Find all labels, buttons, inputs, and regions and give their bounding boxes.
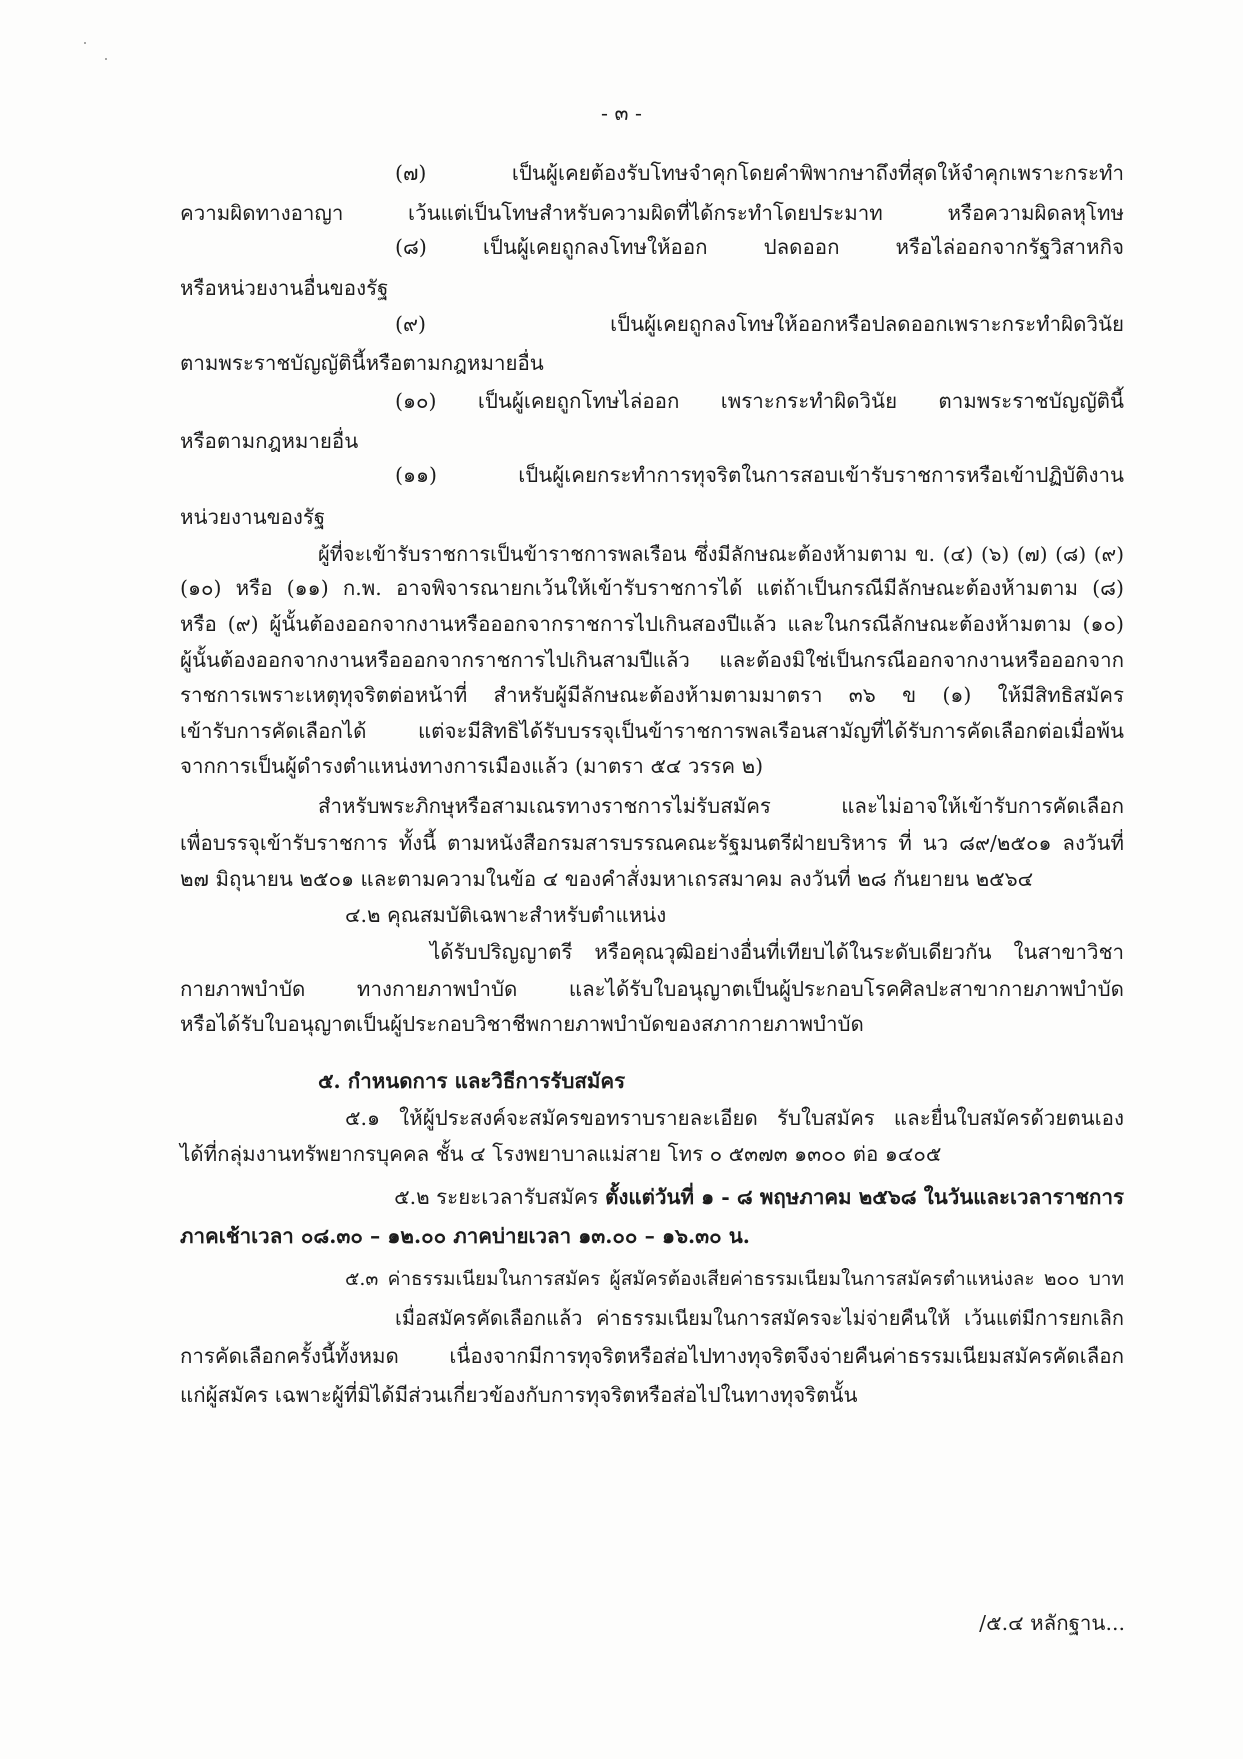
paragraph-line: (๑๐) หรือ (๑๑) ก.พ. อาจพิจารณายกเว้นให้เข้ารับราชการได้ แต่ถ้าเป็นกรณีมีลักษณะต้องห้ามตาม (๘) bbox=[180, 576, 1124, 600]
paragraph-line: หรือได้รับใบอนุญาตเป็นผู้ประกอบวิชาชีพกายภาพบำบัดของสภากายภาพบำบัด bbox=[180, 1012, 864, 1036]
paragraph-line: แก่ผู้สมัคร เฉพาะผู้ที่มิได้มีส่วนเกี่ยวข้องกับการทุจริตหรือส่อไปในทางทุจริตนั้น bbox=[180, 1383, 858, 1407]
paragraph-line: (๑๑) เป็นผู้เคยกระทำการทุจริตในการสอบเข้ารับราชการหรือเข้าปฏิบัติงาน bbox=[395, 463, 1124, 487]
paragraph-line: การคัดเลือกครั้งนี้ทั้งหมด เนื่องจากมีการทุจริตหรือส่อไปทางทุจริตจึงจ่ายคืนค่าธรรมเนียมสมัครคัดเลือก bbox=[180, 1344, 1124, 1368]
paragraph-line: เข้ารับการคัดเลือกได้ แต่จะมีสิทธิได้รับบรรจุเป็นข้าราชการพลเรือนสามัญที่ได้รับการคัดเลือกต่อเมื่อพ้น bbox=[180, 719, 1124, 743]
paragraph-line: หรือ (๙) ผู้นั้นต้องออกจากงานหรือออกจากราชการไปเกินสองปีแล้ว และในกรณีลักษณะต้องห้ามตาม (๑๐) bbox=[180, 612, 1124, 636]
page-number: - ๓ - bbox=[601, 101, 642, 125]
paragraph-line: ๕.๓ ค่าธรรมเนียมในการสมัคร ผู้สมัครต้องเสียค่าธรรมเนียมในการสมัครตำแหน่งละ ๒๐๐ บาท bbox=[345, 1268, 1124, 1290]
paragraph-line: ตามพระราชบัญญัตินี้หรือตามกฎหมายอื่น bbox=[180, 351, 544, 375]
period-label: ๕.๒ ระยะเวลารับสมัคร bbox=[394, 1185, 606, 1209]
scan-speck bbox=[84, 42, 86, 44]
paragraph-line: หน่วยงานของรัฐ bbox=[180, 505, 326, 529]
paragraph-line: สำหรับพระภิกษุหรือสามเณรทางราชการไม่รับสมัคร และไม่อาจให้เข้ารับการคัดเลือก bbox=[318, 794, 1124, 818]
paragraph-line: ผู้นั้นต้องออกจากงานหรือออกจากราชการไปเกินสามปีแล้ว และต้องมิใช่เป็นกรณีออกจากงานหรือออกจาก bbox=[180, 648, 1124, 672]
paragraph-line: เมื่อสมัครคัดเลือกแล้ว ค่าธรรมเนียมในการสมัครจะไม่จ่ายคืนให้ เว้นแต่มีการยกเลิก bbox=[395, 1306, 1124, 1330]
scan-speck bbox=[105, 58, 107, 60]
paragraph-line bbox=[345, 1182, 1124, 1212]
paragraph-line: ๒๗ มิถุนายน ๒๕๐๑ และตามความในข้อ ๔ ของคำสั่งมหาเถรสมาคม ลงวันที่ ๒๘ กันยายน ๒๕๖๔ bbox=[180, 867, 1034, 891]
paragraph-line: หรือหน่วยงานอื่นของรัฐ bbox=[180, 276, 389, 300]
paragraph-line: เพื่อบรรจุเข้ารับราชการ ทั้งนี้ ตามหนังสือกรมสารบรรณคณะรัฐมนตรีฝ่ายบริหาร ที่ นว ๘๙/๒๕๐๑ ลงวันที่ bbox=[180, 831, 1124, 855]
section-heading: ๔.๒ คุณสมบัติเฉพาะสำหรับตำแหน่ง bbox=[345, 903, 667, 927]
paragraph-line: ผู้ที่จะเข้ารับราชการเป็นข้าราชการพลเรือน ซึ่งมีลักษณะต้องห้ามตาม ข. (๔) (๖) (๗) (๘) (๙) bbox=[318, 542, 1124, 566]
paragraph-line: (๙) เป็นผู้เคยถูกลงโทษให้ออกหรือปลดออกเพราะกระทำผิดวินัย bbox=[395, 312, 1124, 336]
paragraph-line: (๗) เป็นผู้เคยต้องรับโทษจำคุกโดยคำพิพากษาถึงที่สุดให้จำคุกเพราะกระทำ bbox=[395, 161, 1124, 185]
paragraph-line: ราชการเพราะเหตุทุจริตต่อหน้าที่ สำหรับผู้มีลักษณะต้องห้ามตามมาตรา ๓๖ ข (๑) ให้มีสิทธิสมัคร bbox=[180, 683, 1124, 707]
continuation-note: /๕.๔ หลักฐาน... bbox=[979, 1611, 1125, 1635]
paragraph-line: ภาคเช้าเวลา ๐๘.๓๐ – ๑๒.๐๐ ภาคบ่ายเวลา ๑๓.๐๐ – ๑๖.๓๐ น. bbox=[180, 1224, 750, 1248]
paragraph-line: (๑๐) เป็นผู้เคยถูกโทษไล่ออก เพราะกระทำผิดวินัย ตามพระราชบัญญัตินี้ bbox=[395, 389, 1124, 413]
section-heading: ๕. กำหนดการ และวิธีการรับสมัคร bbox=[318, 1069, 626, 1093]
paragraph-line: ความผิดทางอาญา เว้นแต่เป็นโทษสำหรับความผิดที่ได้กระทำโดยประมาท หรือความผิดลหุโทษ bbox=[180, 201, 1124, 225]
paragraph-line: จากการเป็นผู้ดำรงตำแหน่งทางการเมืองแล้ว (มาตรา ๕๔ วรรค ๒) bbox=[180, 754, 764, 778]
paragraph-line: ได้รับปริญญาตรี หรือคุณวุฒิอย่างอื่นที่เทียบได้ในระดับเดียวกัน ในสาขาวิชา bbox=[430, 940, 1124, 964]
paragraph-line: ๕.๑ ให้ผู้ประสงค์จะสมัครขอทราบรายละเอียด รับใบสมัคร และยื่นใบสมัครด้วยตนเอง bbox=[345, 1106, 1124, 1130]
period-dates: ตั้งแต่วันที่ ๑ - ๘ พฤษภาคม ๒๕๖๘ ในวันและเวลาราชการ bbox=[605, 1185, 1124, 1209]
paragraph-line: กายภาพบำบัด ทางกายภาพบำบัด และได้รับใบอนุญาตเป็นผู้ประกอบโรคศิลปะสาขากายภาพบำบัด bbox=[180, 977, 1124, 1001]
paragraph-line: (๘) เป็นผู้เคยถูกลงโทษให้ออก ปลดออก หรือไล่ออกจากรัฐวิสาหกิจ bbox=[395, 235, 1124, 259]
paragraph-line: ได้ที่กลุ่มงานทรัพยากรบุคคล ชั้น ๔ โรงพยาบาลแม่สาย โทร ๐ ๕๓๗๓ ๑๓๐๐ ต่อ ๑๔๐๕ bbox=[180, 1142, 942, 1166]
paragraph-line: หรือตามกฎหมายอื่น bbox=[180, 429, 359, 453]
